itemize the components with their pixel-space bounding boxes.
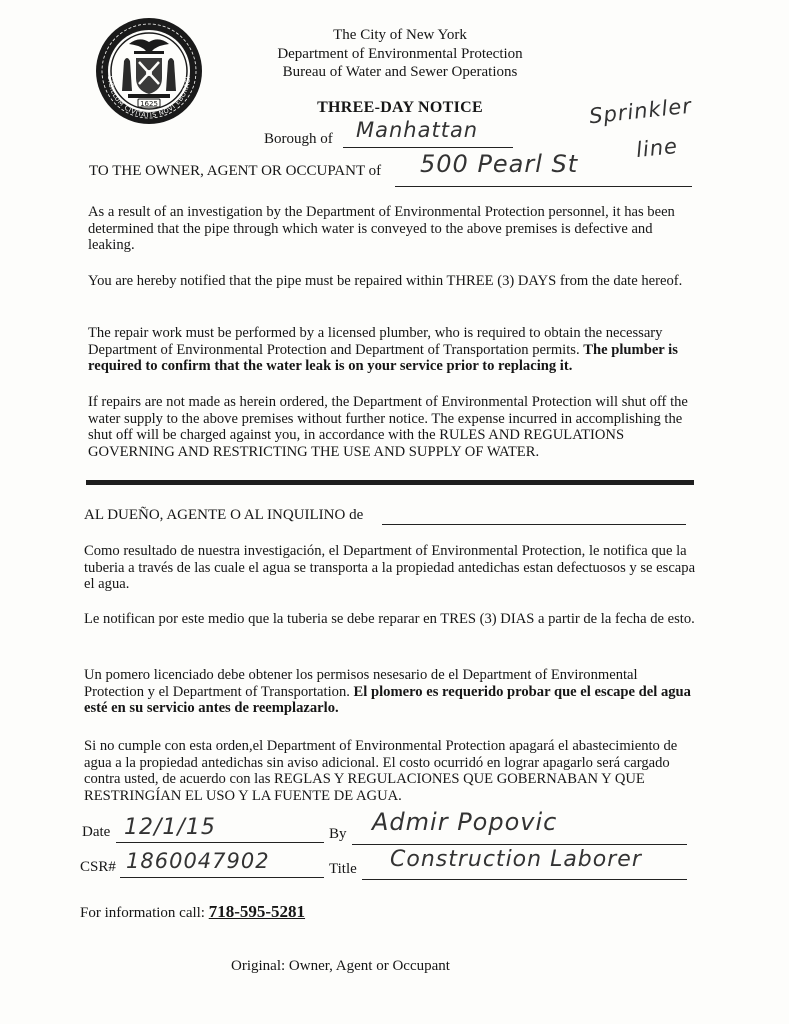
english-paragraph-3-bold: The plumber is required to confirm that the water leak is on your service prior to replacing it.	[88, 341, 678, 374]
date-label: Date	[82, 824, 111, 840]
info-phone[interactable]: 718-595-5281	[208, 902, 306, 921]
title-label: Title	[329, 861, 357, 877]
date-value[interactable]: 12/1/15	[124, 815, 216, 840]
title-line	[362, 879, 687, 880]
borough-label: Borough of	[264, 131, 333, 147]
spanish-paragraph-3-text: Un pomero licenciado debe obtener los permisos nesesario de el Department of Environmental Protection y el Department of Transportation.	[84, 667, 638, 700]
margin-note-line1: Sprinkler	[588, 93, 693, 129]
by-line	[352, 844, 687, 845]
spanish-paragraph-3-bold: El plomero es requerido probar que el escape del agua esté en su servicio antes de reemplazarlo.	[84, 683, 691, 716]
city-seal	[94, 16, 204, 126]
owner-address-value[interactable]: 500 Pearl St	[420, 150, 579, 178]
section-divider	[86, 480, 694, 485]
borough-value[interactable]: Manhattan	[356, 118, 479, 142]
seal-motto: SIGILLUM CIVITATIS NOVI EBORACI	[105, 75, 193, 120]
csr-line	[120, 877, 324, 878]
title-value[interactable]: Construction Laborer	[390, 847, 642, 872]
spanish-paragraph-4: Si no cumple con esta orden,el Department of Environmental Protection apagará el abastecimiento de agua a la propiedad antedichas sin aviso adicional. El costo ocurridó en lograr apagarlo será cargado contra usted, de acuerdo con las REGLAS Y REGULACIONES QUE GOBERNABAN Y QUE RESTRINGÍAN EL USO Y LA FUENTE DE AGUA.	[84, 738, 678, 804]
date-line	[116, 842, 324, 843]
by-value[interactable]: Admir Popovic	[372, 808, 558, 836]
by-label: By	[329, 826, 347, 842]
spanish-owner-label: AL DUEÑO, AGENTE O AL INQUILINO de	[84, 507, 364, 523]
owner-line	[395, 186, 692, 187]
notice-title: THREE-DAY NOTICE	[317, 99, 483, 116]
english-paragraph-4: If repairs are not made as herein ordered, the Department of Environmental Protection will shut off the water supply to the above premises without further notice. The expense incurred in accomplishing the shut off will be charged against you, in accordance with the RULES AND REGULATIONS GOVERNING AND RESTRICTING THE USE AND SUPPLY OF WATER.	[88, 394, 688, 460]
english-paragraph-3-text: The repair work must be performed by a licensed plumber, who is required to obtain the necessary Department of Environmental Protection and Department of Transportation permits.	[88, 325, 663, 358]
info-line	[80, 902, 305, 922]
spanish-owner-line[interactable]	[382, 524, 686, 525]
header-city: The City of New York	[333, 27, 467, 43]
header-bureau: Bureau of Water and Sewer Operations	[282, 64, 518, 80]
spanish-paragraph-1: Como resultado de nuestra investigación, el Department of Environmental Protection, le notifica que la tuberia a través de las cuale el agua se transporta a la propiedad antedichas estan defectuosos y se escapa el agua.	[84, 543, 696, 592]
footer-distribution: Original: Owner, Agent or Occupant	[231, 958, 450, 974]
english-paragraph-1: As a result of an investigation by the Department of Environmental Protection personnel, it has been determined that the pipe through which water is conveyed to the above premises is defective and leaking.	[88, 204, 675, 253]
spanish-paragraph-3	[84, 667, 696, 717]
owner-label: TO THE OWNER, AGENT OR OCCUPANT of	[89, 163, 382, 179]
csr-label: CSR#	[80, 859, 116, 875]
english-paragraph-2: You are hereby notified that the pipe must be repaired within THREE (3) DAYS from the date hereof.	[88, 273, 683, 289]
spanish-paragraph-2: Le notifican por este medio que la tuberia se debe reparar en TRES (3) DIAS a partir de la fecha de esto.	[84, 611, 695, 627]
header-department: Department of Environmental Protection	[277, 46, 523, 62]
csr-value[interactable]: 1860047902	[126, 849, 270, 873]
seal-year: 1625	[140, 100, 158, 108]
margin-note-line2: line	[634, 133, 680, 163]
borough-line	[343, 147, 513, 148]
info-label: For information call:	[80, 905, 205, 921]
english-paragraph-3	[88, 325, 700, 375]
